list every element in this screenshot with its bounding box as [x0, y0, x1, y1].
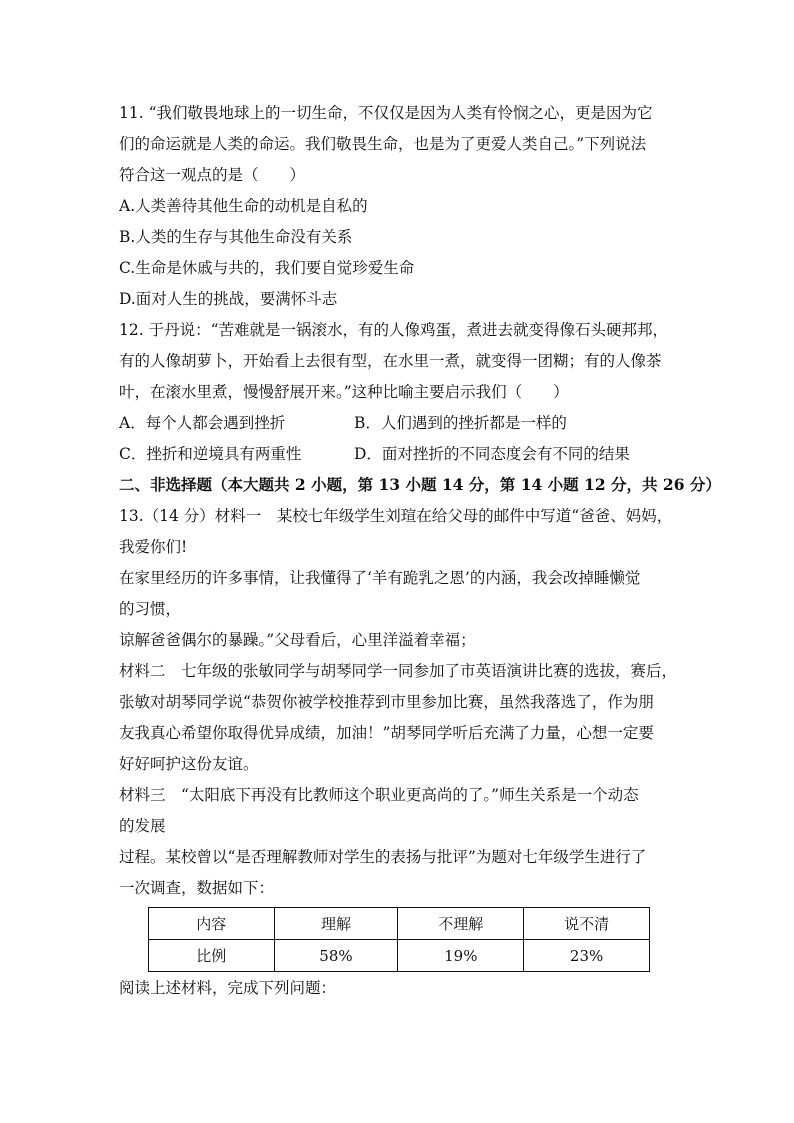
table-header-cell: 理解	[274, 908, 398, 940]
q13-line-1: 13.（14 分）材料一 某校七年级学生刘瑄在给父母的邮件中写道“爸爸、妈妈，	[119, 507, 673, 525]
q13-line-7: 张敏对胡琴同学说“恭贺你被学校推荐到市里参加比赛，虽然我落选了，作为朋	[119, 693, 654, 711]
q12-line-3: 叶，在滚水里煮，慢慢舒展开来。”这种比喻主要启示我们（ ）	[119, 383, 569, 401]
q12-line-1: 12. 于丹说：“苦难就是一锅滚水，有的人像鸡蛋，煮进去就变得像石头硬邦邦，	[119, 321, 669, 339]
q11-line-2: 们的命运就是人类的命运。我们敬畏生命，也是为了更爱人类自己。”下列说法	[119, 135, 647, 153]
q12-option-c: C．挫折和逆境具有两重性	[119, 445, 302, 463]
q11-option-b: B.人类的生存与其他生命没有关系	[119, 228, 353, 246]
q13-line-5: 谅解爸爸偶尔的暴躁。”父母看后，心里洋溢着幸福；	[119, 631, 476, 649]
table-row	[149, 940, 650, 972]
q12-option-a: A．每个人都会遇到挫折	[119, 414, 286, 432]
q11-option-d: D.面对人生的挑战，要满怀斗志	[119, 290, 338, 308]
q12-line-2: 有的人像胡萝卜，开始看上去很有型，在水里一煮，就变得一团糊；有的人像茶	[119, 352, 662, 370]
q13-line-9: 好好呵护这份友谊。	[119, 755, 259, 773]
q11-line-1: 11. “我们敬畏地球上的一切生命，不仅仅是因为人类有怜悯之心，更是因为它	[119, 104, 653, 122]
q11-option-a: A.人类善待其他生命的动机是自私的	[119, 197, 368, 215]
q13-line-10: 材料三 “太阳底下再没有比教师这个职业更高尚的了。”师生关系是一个动态	[119, 786, 639, 804]
q13-line-8: 友我真心希望你取得优异成绩，加油！”胡琴同学听后充满了力量，心想一定要	[119, 724, 654, 742]
survey-table	[148, 907, 650, 972]
q11-option-c: C.生命是休戚与共的，我们要自觉珍爱生命	[119, 259, 415, 277]
table-cell: 比例	[149, 940, 275, 972]
table-header-cell: 内容	[149, 908, 275, 940]
q12-option-b: B．人们遇到的挫折都是一样的	[354, 414, 567, 432]
table-cell: 23%	[524, 940, 650, 972]
q13-line-3: 在家里经历的许多事情，让我懂得了‘羊有跪乳之恩’的内涵，我会改掉睡懒觉	[119, 569, 641, 587]
q13-line-13: 一次调查，数据如下：	[119, 879, 275, 897]
q12-option-d: D．面对挫折的不同态度会有不同的结果	[354, 445, 630, 463]
q13-line-12: 过程。某校曾以“是否理解教师对学生的表扬与批评”为题对七年级学生进行了	[119, 848, 647, 866]
table-cell: 19%	[398, 940, 524, 972]
q13-line-2: 我爱你们!	[119, 538, 188, 556]
table-header-row	[149, 908, 650, 940]
q13-line-4: 的习惯，	[119, 600, 182, 618]
table-header-cell: 说不清	[524, 908, 650, 940]
q11-line-3: 符合这一观点的是（ ）	[119, 166, 306, 184]
table-header-cell: 不理解	[398, 908, 524, 940]
q13-closing: 阅读上述材料，完成下列问题：	[119, 979, 337, 997]
table-cell: 58%	[274, 940, 398, 972]
q13-line-6: 材料二 七年级的张敏同学与胡琴同学一同参加了市英语演讲比赛的选拔，赛后，	[119, 662, 678, 680]
section-heading: 二、非选择题（本大题共 2 小题，第 13 小题 14 分，第 14 小题 12 分，共 26 分）	[119, 475, 721, 494]
q13-line-11: 的发展	[119, 817, 166, 835]
